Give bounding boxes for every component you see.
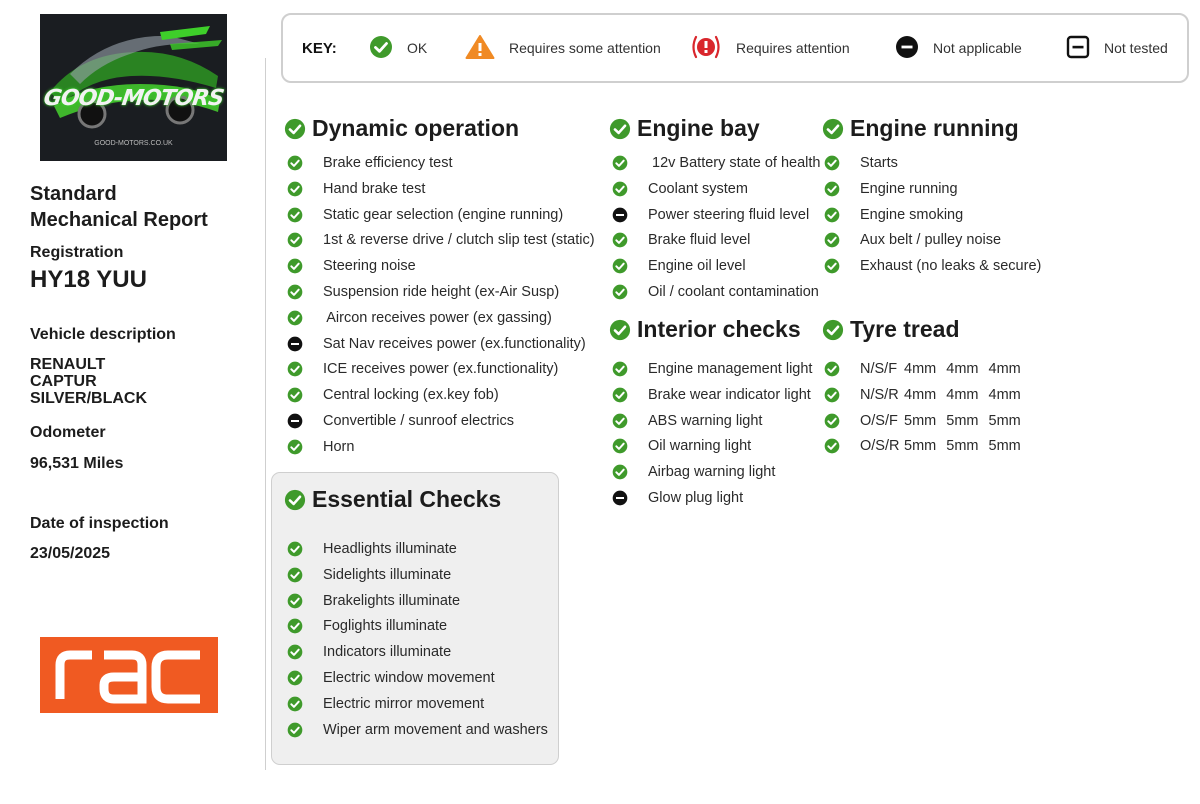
checklist-item-label: Sat Nav receives power (ex.functionality) [323, 335, 586, 352]
logo-brand-text: GOOD-MOTORS [42, 86, 225, 111]
column-divider [265, 58, 266, 770]
checklist-item-label: Electric mirror movement [323, 695, 485, 712]
checklist-item-label: 12v Battery state of health [648, 155, 821, 171]
checklist-item [612, 205, 809, 225]
section-engine-running [822, 115, 1019, 142]
checklist-item [612, 282, 819, 302]
checklist-item [287, 205, 563, 225]
checklist-item-label: Headlights illuminate [323, 541, 457, 557]
key-not-tested-label: Not tested [1104, 40, 1168, 56]
ok-icon [612, 155, 638, 171]
ok-icon [612, 181, 638, 197]
checklist-item-label: Electric window movement [323, 670, 495, 686]
checklist-item [287, 694, 484, 714]
vehicle-description-label: Vehicle description [30, 326, 176, 343]
tyre-depth-value: 5mm 5mm 5mm [904, 438, 1021, 455]
ok-icon [609, 118, 631, 140]
checklist-item [287, 282, 559, 302]
checklist-item-label: Horn [323, 438, 355, 455]
not-tested-icon [1066, 35, 1104, 62]
checklist-item [287, 179, 425, 199]
checklist-item [612, 385, 811, 405]
checklist-item-label: Hand brake test [323, 180, 426, 197]
ok-icon [612, 464, 638, 480]
key-alert [690, 15, 850, 81]
checklist-item [824, 385, 1021, 405]
checklist-item-label: Engine running [860, 180, 958, 197]
checklist-item-label: Brake wear indicator light [648, 386, 811, 403]
checklist-item-label: Starts [860, 155, 898, 171]
report-title-line1: Standard [30, 183, 117, 205]
checklist-item [612, 230, 750, 250]
ok-icon [287, 207, 313, 223]
checklist-item-label: Engine smoking [860, 206, 964, 223]
checklist-item [612, 359, 812, 379]
ok-icon [824, 361, 850, 377]
checklist-item [287, 565, 451, 585]
checklist-item [287, 668, 495, 688]
ok-icon [287, 541, 313, 557]
rac-logo [40, 637, 218, 713]
section-engine-bay [609, 115, 760, 142]
key-legend [281, 13, 1189, 83]
ok-icon [612, 438, 638, 454]
ok-icon [287, 722, 313, 738]
checklist-item [612, 488, 743, 508]
ok-icon [287, 696, 313, 712]
ok-icon [824, 207, 850, 223]
registration-label: Registration [30, 244, 124, 261]
ok-icon [824, 232, 850, 248]
ok-icon [287, 618, 313, 634]
section-tyre-tread [822, 316, 960, 343]
checklist-item-label: O/S/F [860, 412, 898, 429]
not-applicable-icon [895, 35, 933, 62]
checklist-item [612, 256, 746, 276]
ok-icon [612, 284, 638, 300]
checklist-item-label: Brakelights illuminate [323, 592, 461, 609]
checklist-item [612, 153, 821, 173]
not-applicable-icon [612, 490, 638, 506]
checklist-item [287, 153, 453, 173]
checklist-item [824, 230, 1001, 250]
ok-icon [824, 387, 850, 403]
checklist-item-label: Airbag warning light [648, 464, 776, 481]
checklist-item [287, 308, 552, 328]
ok-icon [287, 593, 313, 609]
checklist-item-label: N/S/R [860, 386, 899, 403]
checklist-item-label: Static gear selection (engine running) [323, 206, 564, 223]
checklist-item-label: ICE receives power (ex.functionality) [323, 361, 559, 378]
checklist-item-label: Engine management light [648, 361, 813, 377]
checklist-item-label: Foglights illuminate [323, 618, 448, 635]
checklist-item [287, 230, 595, 250]
ok-icon [612, 387, 638, 403]
warning-icon [465, 34, 509, 63]
key-not-applicable [895, 15, 1022, 81]
checklist-item [824, 436, 1021, 456]
checklist-item-label: Brake efficiency test [323, 155, 453, 171]
checklist-item-label: Steering noise [323, 258, 416, 275]
checklist-item [287, 385, 499, 405]
checklist-item [612, 179, 748, 199]
ok-icon [287, 439, 313, 455]
vehicle-make: RENAULT [30, 356, 106, 373]
ok-icon [287, 387, 313, 403]
tyre-depth-value: 5mm 5mm 5mm [904, 412, 1021, 429]
section-title-essential: Essential Checks [312, 486, 502, 512]
registration-value: HY18 YUU [30, 266, 147, 293]
checklist-item [824, 411, 1021, 431]
ok-icon [284, 118, 306, 140]
ok-icon [287, 310, 313, 326]
ok-icon [287, 670, 313, 686]
checklist-item [287, 616, 447, 636]
checklist-item-label: Wiper arm movement and washers [323, 721, 548, 738]
ok-icon [609, 319, 631, 341]
checklist-item-label: Aircon receives power (ex gassing) [323, 309, 552, 326]
key-title: KEY: [302, 39, 337, 57]
ok-icon [822, 118, 844, 140]
checklist-item [287, 642, 451, 662]
section-title-engine-bay: Engine bay [637, 115, 760, 141]
checklist-item [824, 256, 1041, 276]
checklist-item-label: Oil warning light [648, 438, 752, 455]
ok-icon [822, 319, 844, 341]
ok-icon [287, 232, 313, 248]
ok-icon [287, 181, 313, 197]
checklist-item-label: 1st & reverse drive / clutch slip test (static) [323, 232, 595, 249]
checklist-item [287, 539, 457, 559]
key-ok-label: OK [407, 40, 428, 56]
logo-sub-text: GOOD-MOTORS.CO.UK [94, 140, 173, 147]
ok-icon [287, 155, 313, 171]
ok-icon [824, 155, 850, 171]
checklist-item [287, 720, 548, 740]
section-title-engine-running: Engine running [850, 115, 1019, 141]
ok-icon [612, 361, 638, 377]
checklist-item [612, 411, 762, 431]
checklist-item [287, 437, 354, 457]
ok-icon [369, 35, 407, 62]
ok-icon [287, 644, 313, 660]
ok-icon [824, 413, 850, 429]
section-interior-checks [609, 316, 801, 343]
checklist-item [612, 436, 751, 456]
checklist-item [824, 205, 963, 225]
checklist-item-label: N/S/F [860, 361, 898, 377]
ok-icon [284, 489, 306, 511]
checklist-item [287, 256, 416, 276]
key-ok [369, 15, 427, 81]
checklist-item [287, 411, 514, 431]
ok-icon [612, 258, 638, 274]
inspection-date-value: 23/05/2025 [30, 545, 111, 562]
not-applicable-icon [612, 207, 638, 223]
checklist-item-label: Sidelights illuminate [323, 566, 452, 583]
checklist-item-label: Convertible / sunroof electrics [323, 413, 514, 429]
key-warning [465, 15, 661, 81]
ok-icon [824, 438, 850, 454]
checklist-item [287, 359, 558, 379]
section-title-interior: Interior checks [637, 316, 801, 342]
checklist-item-label: Brake fluid level [648, 232, 751, 249]
key-alert-label: Requires attention [736, 40, 850, 56]
ok-icon [287, 258, 313, 274]
checklist-item-label: Power steering fluid level [648, 206, 810, 223]
ok-icon [287, 567, 313, 583]
not-applicable-icon [287, 336, 313, 352]
report-title-line2: Mechanical Report [30, 209, 208, 231]
checklist-item [824, 359, 1021, 379]
checklist-item-label: Exhaust (no leaks & secure) [860, 258, 1042, 275]
odometer-value: 96,531 Miles [30, 455, 124, 472]
section-title-tyre: Tyre tread [850, 316, 960, 342]
tyre-depth-value: 4mm 4mm 4mm [904, 386, 1021, 403]
checklist-item-label: ABS warning light [648, 412, 763, 429]
vehicle-model: CAPTUR [30, 373, 97, 390]
checklist-item-label: Aux belt / pulley noise [860, 232, 1002, 249]
checklist-item-label: Central locking (ex.key fob) [323, 387, 499, 404]
section-title-dynamic: Dynamic operation [312, 115, 520, 141]
checklist-item [287, 334, 586, 354]
checklist-item-label: Glow plug light [648, 490, 744, 506]
key-not-applicable-label: Not applicable [933, 40, 1022, 56]
checklist-item-label: Engine oil level [648, 258, 746, 275]
checklist-item [824, 179, 958, 199]
inspection-date-label: Date of inspection [30, 515, 169, 532]
checklist-item-label: Coolant system [648, 180, 748, 197]
good-motors-logo [40, 14, 227, 161]
checklist-item-label: O/S/R [860, 438, 900, 455]
section-essential-checks [284, 486, 501, 513]
tyre-depth-value: 4mm 4mm 4mm [904, 361, 1021, 377]
odometer-label: Odometer [30, 424, 106, 441]
ok-icon [287, 284, 313, 300]
section-dynamic-operation [284, 115, 519, 142]
alert-icon [690, 33, 736, 64]
ok-icon [612, 232, 638, 248]
checklist-item-label: Indicators illuminate [323, 644, 452, 661]
ok-icon [287, 361, 313, 377]
checklist-item-label: Oil / coolant contamination [648, 284, 819, 300]
checklist-item [287, 591, 460, 611]
key-warning-label: Requires some attention [509, 40, 661, 56]
ok-icon [612, 413, 638, 429]
not-applicable-icon [287, 413, 313, 429]
checklist-item [824, 153, 898, 173]
ok-icon [824, 258, 850, 274]
checklist-item-label: Suspension ride height (ex-Air Susp) [323, 284, 560, 300]
key-not-tested [1066, 15, 1168, 81]
vehicle-colour: SILVER/BLACK [30, 390, 148, 407]
ok-icon [824, 181, 850, 197]
checklist-item [612, 462, 775, 482]
